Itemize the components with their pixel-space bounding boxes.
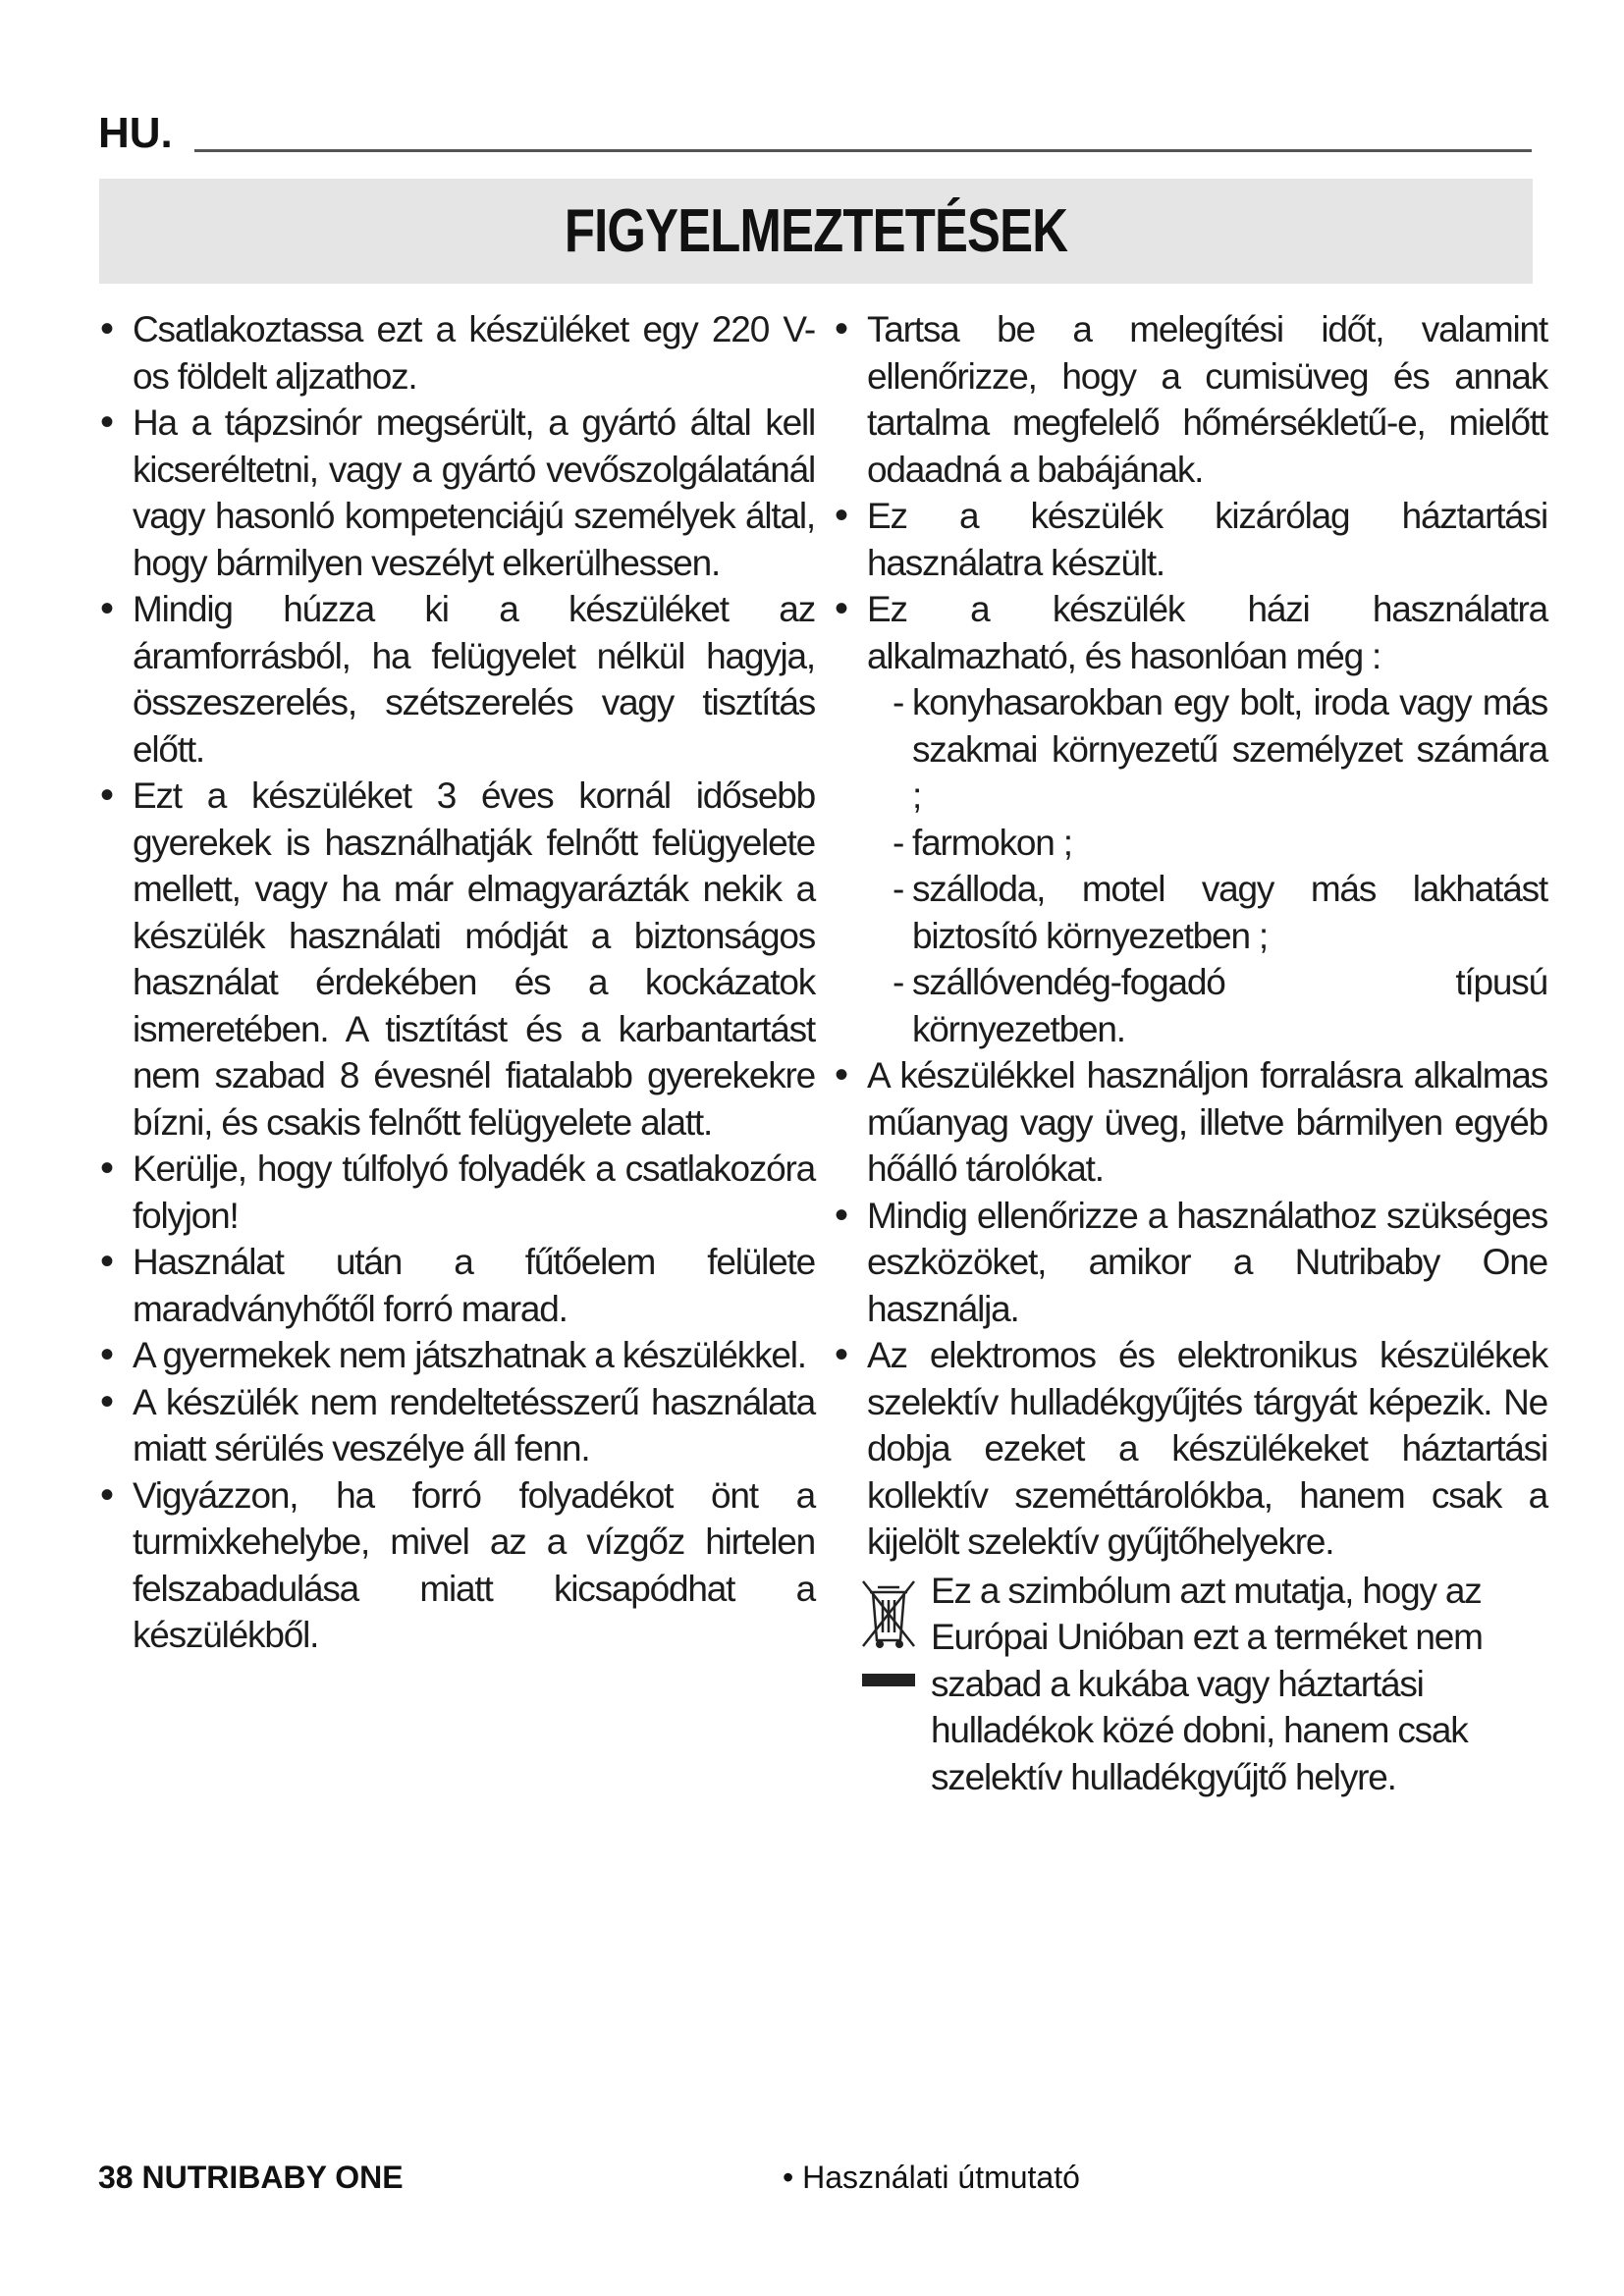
language-code: HU. [98,109,173,157]
title-band [99,179,1533,284]
sub-list-item: - szállóvendég-fogadó típusú környezetben. [867,959,1547,1052]
sub-list-item: - farmokon ; [867,820,1547,867]
sub-list-item: - konyhasarokban egy bolt, iroda vagy más szakmai környezetű személyzet számára ; [867,679,1547,820]
warning-item: • Mindig ellenőrizze a használathoz szükséges eszközöket, amikor a Nutribaby One használja. [833,1193,1547,1333]
left-warning-list [98,306,815,1659]
warning-item: • Csatlakoztassa ezt a készüléket egy 220 V-os földelt aljzathoz. [98,306,815,400]
warning-item-intro: Ez a készülék házi használatra alkalmazható, és hasonlóan még : [867,589,1547,676]
warning-item: • A készülékkel használjon forralásra alkalmas műanyag vagy üveg, illetve bármilyen egyéb hőálló tárolókat. [833,1052,1547,1193]
crossed-out-wheelie-bin-icon [860,1575,917,1695]
weee-notice [833,1568,1547,1801]
warning-item: • Ha a tápzsinór megsérült, a gyártó által kell kicseréltetni, vagy a gyártó vevőszolgálatánál vagy hasonló kompetenciájú személyek által, hogy bármilyen veszélyt elkerülhessen. [98,400,815,586]
warning-item: • Ez a készülék kizárólag háztartási használatra készült. [833,493,1547,586]
sub-list-item: - szálloda, motel vagy más lakhatást biztosító környezetben ; [867,866,1547,959]
right-warning-list [833,306,1547,1566]
warning-item: • Mindig húzza ki a készüléket az áramforrásból, ha felügyelet nélkül hagyja, összeszerelés, szétszerelés vagy tisztítás előtt. [98,586,815,773]
header-divider [194,149,1532,152]
warning-item: • Vigyázzon, ha forró folyadékot önt a turmixkehelybe, mivel az a vízgőz hirtelen felszabadulása miatt kicsapódhat a készülékből. [98,1472,815,1659]
warning-item-household-use [833,586,1547,1052]
warning-item: • Ezt a készüléket 3 éves kornál idősebb gyerekek is használhatják felnőtt felügyelete mellett, vagy ha már elmagyarázták nekik a készülék használati módját a biztonságos használat érdekében és a kockázatok ismeretében. A tisztítást és a karbantartást nem szabad 8 évesnél fiatalabb gyerekekre bízni, és csakis felnőtt felügyelete alatt. [98,773,815,1146]
warning-item: • Az elektromos és elektronikus készülékek szelektív hulladékgyűjtés tárgyát képezik. Ne dobja ezeket a készülékeket háztartási kollektív szeméttárolókba, hanem csak a kijelölt szelektív gyűjtőhelyekre. [833,1332,1547,1566]
weee-text: Ez a szimbólum azt mutatja, hogy az Európai Unióban ezt a terméket nem szabad a kukába vagy háztartási hulladékok közé dobni, hanem csak szelektív hulladékgyűjtő helyre. [931,1570,1483,1797]
language-header [98,110,1532,157]
environment-sub-list [867,679,1547,1052]
warning-item: • A készülék nem rendeltetésszerű használata miatt sérülés veszélye áll fenn. [98,1379,815,1472]
warning-item: • Tartsa be a melegítési időt, valamint ellenőrizze, hogy a cumisüveg és annak tartalma megfelelő hőmérsékletű-e, mielőtt odaadná a babájának. [833,306,1547,493]
warning-item: • A gyermekek nem játszhatnak a készülékkel. [98,1332,815,1379]
right-column [833,306,1547,1800]
footer-page-label: 38 NUTRIBABY ONE [98,2160,404,2195]
warning-item: • Használat után a fűtőelem felülete maradványhőtől forró marad. [98,1239,815,1332]
page-title: FIGYELMEZTETÉSEK [564,197,1068,265]
warning-item: • Kerülje, hogy túlfolyó folyadék a csatlakozóra folyjon! [98,1146,815,1239]
left-column [98,306,815,1659]
footer-doc-label: • Használati útmutató [783,2160,1080,2195]
